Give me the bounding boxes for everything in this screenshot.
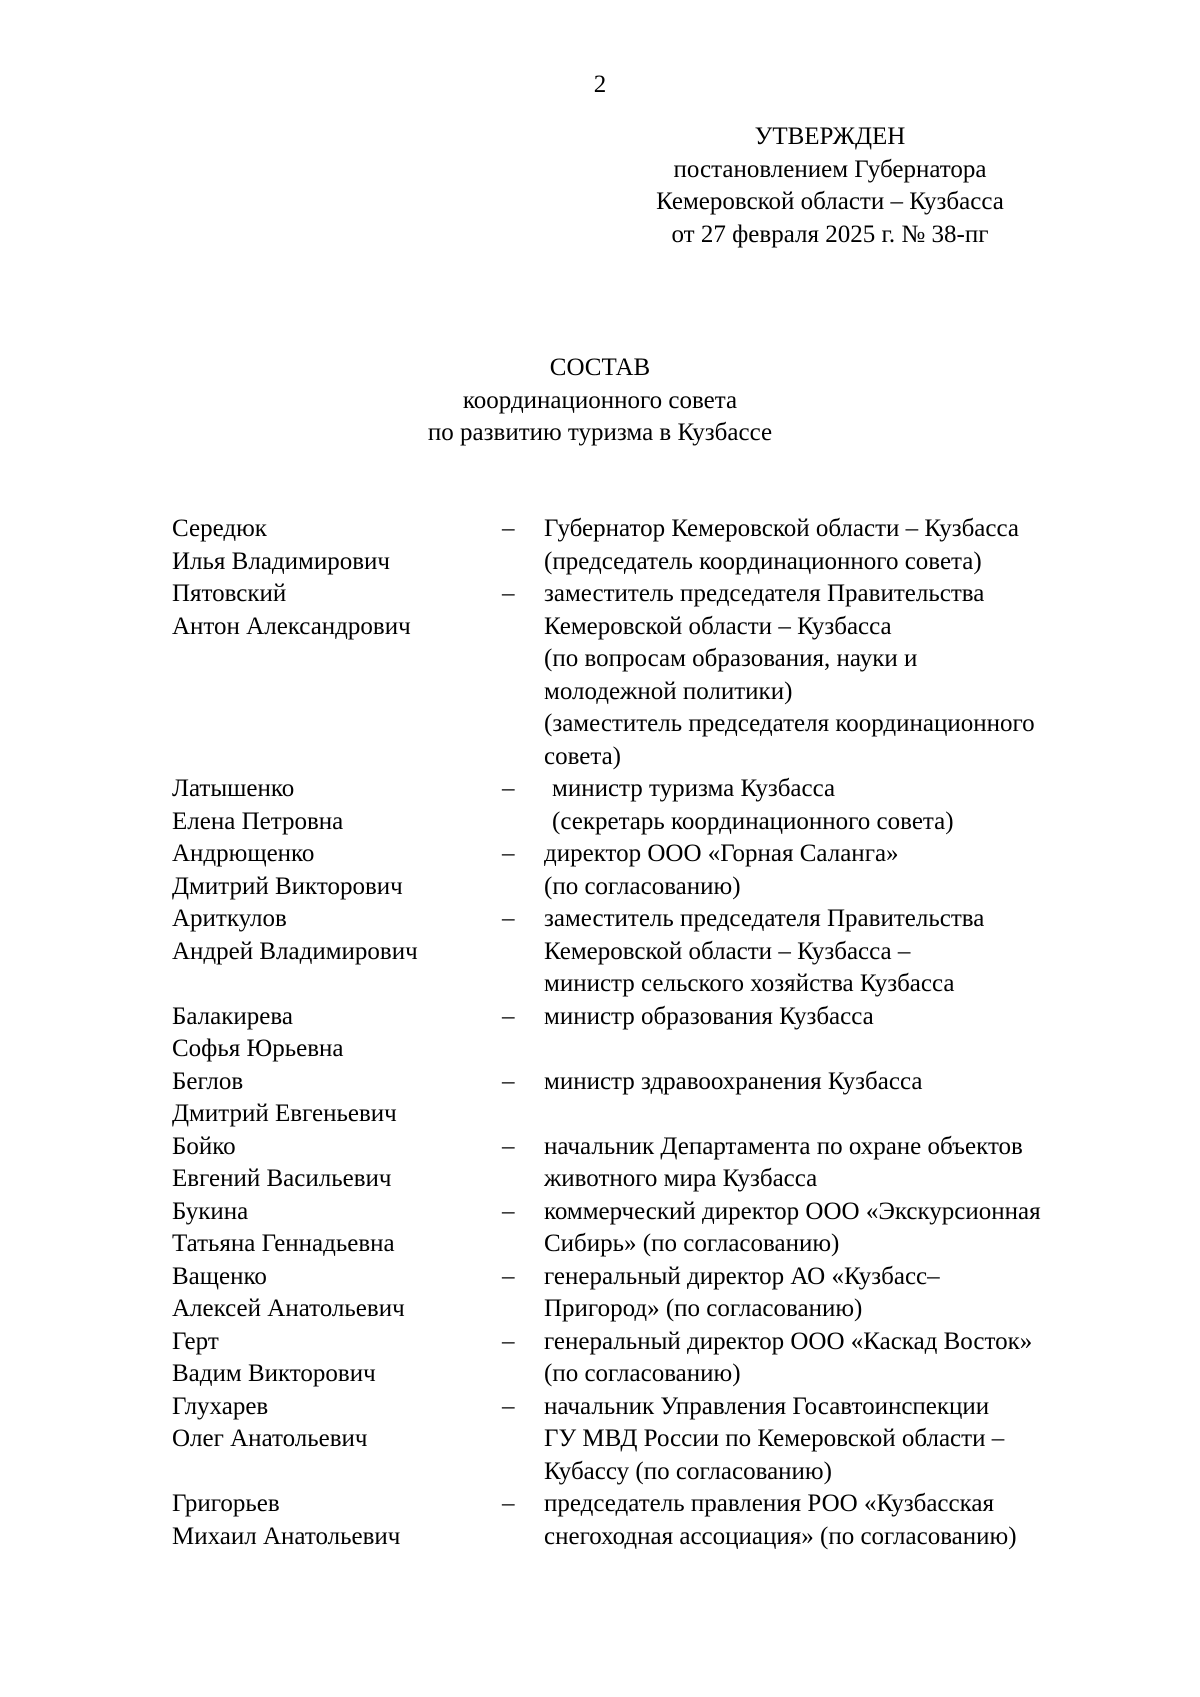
member-surname: Середюк — [172, 515, 267, 542]
member-surname: Ващенко — [172, 1262, 267, 1290]
member-name — [172, 1261, 502, 1326]
member-row — [172, 1131, 1132, 1196]
member-dash: – — [502, 1327, 515, 1355]
member-dash: – — [502, 1262, 515, 1290]
member-given-names: Дмитрий Викторович — [172, 872, 403, 900]
approval-heading: УТВЕРЖДЕН — [754, 123, 906, 150]
member-dash: – — [502, 905, 515, 932]
member-role: Губернатор Кемеровской области – Кузбасса (председатель координационного совета) — [544, 515, 1019, 575]
member-dash: – — [502, 1197, 515, 1225]
member-surname: Букина — [172, 1197, 249, 1225]
member-row — [172, 1066, 1132, 1131]
member-role: председатель правления РОО «Кузбасская снегоходная ассоциация» (по согласованию) — [544, 1490, 1017, 1550]
member-dash: – — [502, 1002, 515, 1030]
approval-region-line: Кемеровской области – Кузбасса — [656, 188, 1004, 215]
member-row — [172, 1196, 1132, 1261]
approval-date-line: от 27 февраля 2025 г. № 38-пг — [671, 220, 989, 248]
member-surname: Герт — [172, 1327, 219, 1355]
member-surname: Латышенко — [172, 775, 295, 802]
members-list — [172, 513, 1132, 1553]
member-role: заместитель председателя Правительства Кемеровской области – Кузбасса (по вопросам образования, науки и молодежной политики) (заместитель председателя координационного совета) — [544, 580, 1035, 770]
member-role: генеральный директор АО «Кузбасс– Пригород» (по согласованию) — [544, 1262, 940, 1322]
member-dash: – — [502, 1490, 515, 1517]
document-title — [0, 352, 1200, 450]
member-given-names: Вадим Викторович — [172, 1360, 376, 1387]
member-role: начальник Департамента по охране объектов животного мира Кузбасса — [544, 1132, 1023, 1192]
member-role: министр здравоохранения Кузбасса — [544, 1067, 923, 1095]
member-dash: – — [502, 1067, 515, 1095]
member-surname: Балакирева — [172, 1002, 293, 1030]
member-given-names: Софья Юрьевна — [172, 1035, 344, 1062]
member-dash: – — [502, 580, 515, 607]
member-name — [172, 1066, 502, 1131]
member-role: министр образования Кузбасса — [544, 1002, 874, 1030]
member-name — [172, 1488, 502, 1553]
member-row — [172, 513, 1132, 578]
member-row — [172, 838, 1132, 903]
member-given-names: Михаил Анатольевич — [172, 1522, 401, 1550]
member-role: начальник Управления Госавтоинспекции ГУ МВД России по Кемеровской области – Кубассу (по согласованию) — [544, 1392, 1005, 1485]
member-row — [172, 1261, 1132, 1326]
member-given-names: Алексей Анатольевич — [172, 1295, 405, 1322]
member-surname: Бойко — [172, 1132, 236, 1160]
member-role: коммерческий директор ООО «Экскурсионная Сибирь» (по согласованию) — [544, 1197, 1041, 1257]
member-row — [172, 578, 1132, 773]
member-name — [172, 903, 502, 968]
approval-decree-line: постановлением Губернатора — [673, 155, 987, 183]
member-dash: – — [502, 840, 515, 867]
member-given-names: Илья Владимирович — [172, 547, 390, 575]
member-role: министр туризма Кузбасса (секретарь координационного совета) — [552, 775, 954, 835]
member-role: директор ООО «Горная Саланга» (по согласованию) — [544, 840, 899, 900]
member-name — [172, 1391, 502, 1456]
member-role: генеральный директор ООО «Каскад Восток» (по согласованию) — [544, 1327, 1033, 1387]
member-given-names: Антон Александрович — [172, 612, 411, 640]
page-number: 2 — [593, 71, 607, 98]
member-given-names: Олег Анатольевич — [172, 1425, 368, 1452]
member-given-names: Андрей Владимирович — [172, 937, 418, 965]
title-heading: СОСТАВ — [549, 354, 651, 381]
member-surname: Андрющенко — [172, 840, 315, 867]
member-name — [172, 773, 502, 838]
approval-stamp — [630, 121, 1030, 251]
member-row — [172, 1326, 1132, 1391]
member-surname: Глухарев — [172, 1392, 269, 1420]
member-row — [172, 903, 1132, 1001]
member-row — [172, 1001, 1132, 1066]
member-name — [172, 1326, 502, 1391]
member-name — [172, 1196, 502, 1261]
member-surname: Пятовский — [172, 580, 287, 607]
member-name — [172, 578, 502, 643]
member-given-names: Дмитрий Евгеньевич — [172, 1100, 397, 1127]
member-given-names: Евгений Васильевич — [172, 1165, 392, 1192]
title-subtitle: координационного совета — [462, 386, 738, 414]
member-given-names: Елена Петровна — [172, 807, 344, 835]
member-dash: – — [502, 515, 515, 542]
member-dash: – — [502, 1392, 515, 1420]
member-row — [172, 1488, 1132, 1553]
member-surname: Ариткулов — [172, 905, 287, 932]
member-role: заместитель председателя Правительства Кемеровской области – Кузбасса – министр сельского хозяйства Кузбасса — [544, 905, 985, 997]
member-name — [172, 838, 502, 903]
title-subtitle-2: по развитию туризма в Кузбассе — [427, 419, 773, 446]
member-name — [172, 513, 502, 578]
member-dash: – — [502, 1132, 515, 1160]
member-dash: – — [502, 775, 515, 802]
member-row — [172, 773, 1132, 838]
member-name — [172, 1001, 502, 1066]
member-surname: Беглов — [172, 1067, 244, 1095]
member-row — [172, 1391, 1132, 1489]
member-given-names: Татьяна Геннадьевна — [172, 1230, 395, 1257]
member-surname: Григорьев — [172, 1490, 280, 1517]
member-name — [172, 1131, 502, 1196]
